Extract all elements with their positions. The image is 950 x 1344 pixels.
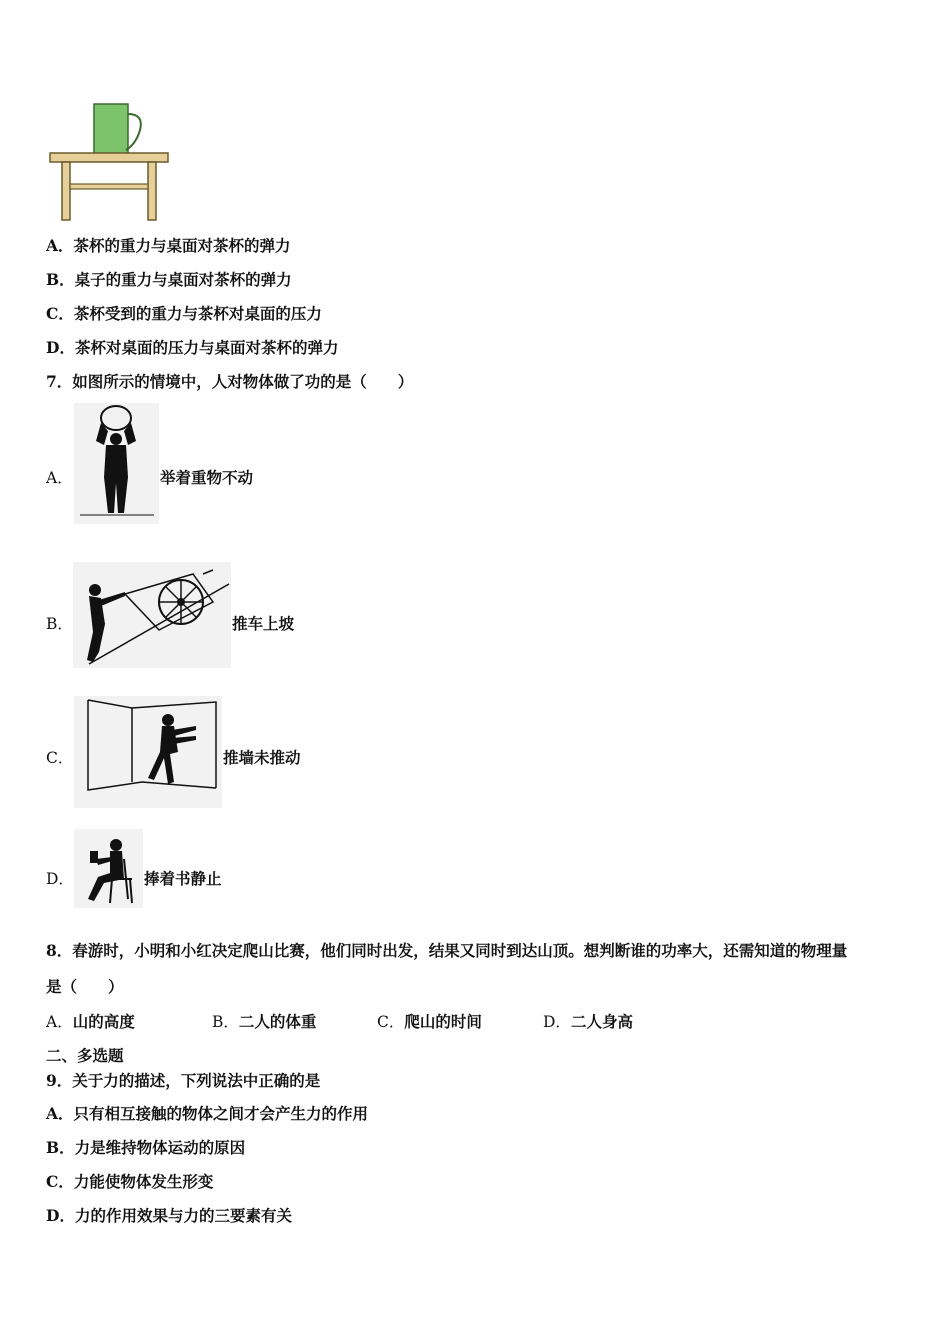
q8-option-d: D．二人身高 (543, 1012, 633, 1031)
q9-option-c: C．力能使物体发生形变 (46, 1172, 214, 1191)
q7-option-c-caption: 推墙未推动 (223, 748, 301, 767)
q7-option-d-caption: 捧着书静止 (144, 869, 222, 888)
q6-option-a: A．茶杯的重力与桌面对茶杯的弹力 (46, 236, 291, 255)
q8-stem-line2: 是（ ） (46, 977, 124, 996)
q8-option-a: A．山的高度 (46, 1012, 135, 1031)
q9-option-d: D．力的作用效果与力的三要素有关 (46, 1206, 292, 1225)
q8-stem-line1: 8．春游时，小明和小红决定爬山比赛，他们同时出发，结果又同时到达山顶。想判断谁的功率大，还需知道的物理量 (46, 941, 848, 960)
section-title: 二、多选题 (46, 1046, 124, 1065)
q9-option-b: B．力是维持物体运动的原因 (46, 1138, 246, 1157)
q6-option-d: D．茶杯对桌面的压力与桌面对茶杯的弹力 (46, 338, 339, 357)
q7-option-a-caption: 举着重物不动 (160, 468, 254, 487)
q8-option-c: C．爬山的时间 (377, 1012, 482, 1031)
q7-option-b-caption: 推车上坡 (232, 614, 295, 633)
q7-stem: 7．如图所示的情境中，人对物体做了功的是（ ） (46, 372, 414, 391)
cup-on-table-figure (48, 100, 172, 224)
q6-option-c: C．茶杯受到的重力与茶杯对桌面的压力 (46, 304, 322, 323)
holding-book-figure (74, 829, 143, 908)
q6-option-b: B．桌子的重力与桌面对茶杯的弹力 (46, 270, 292, 289)
pushing-cart-figure (73, 562, 231, 668)
q9-stem: 9．关于力的描述，下列说法中正确的是 (46, 1071, 321, 1090)
q9-option-a: A．只有相互接触的物体之间才会产生力的作用 (46, 1104, 369, 1123)
q8-option-b: B．二人的体重 (212, 1012, 317, 1031)
lifting-weight-figure (74, 403, 159, 524)
q7-option-a-letter: A． (46, 469, 73, 487)
q7-option-b-letter: B． (46, 615, 73, 633)
q7-option-c-letter: C． (46, 749, 74, 767)
pushing-wall-figure (74, 696, 222, 808)
q7-option-d-letter: D． (46, 870, 74, 888)
